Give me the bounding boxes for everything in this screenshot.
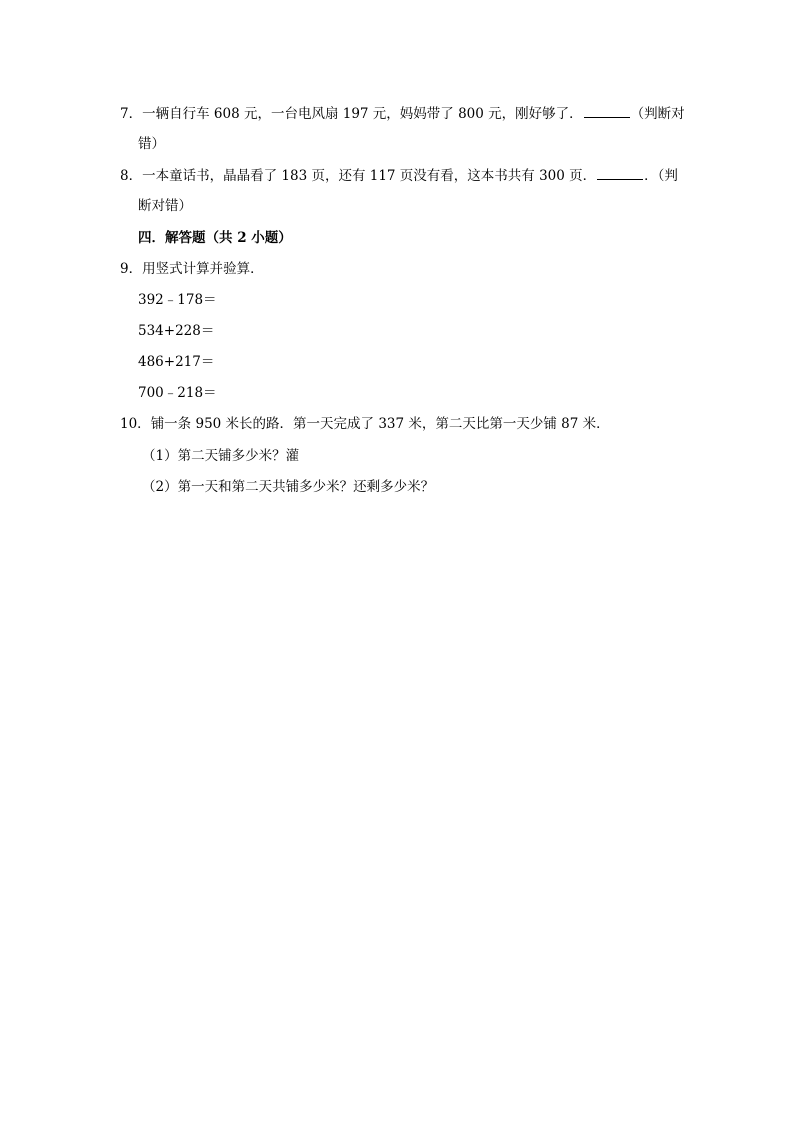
question-8: [120, 165, 678, 186]
expression-4: 700﹣218＝: [138, 385, 217, 401]
question-8-continuation: 断对错）: [138, 198, 192, 214]
question-9-text: 用竖式计算并验算．: [142, 261, 264, 277]
expression-2: 534+228＝: [138, 323, 215, 339]
question-7-number: 7．: [120, 106, 143, 122]
question-7: [120, 103, 685, 124]
question-10-sub-1: （1）第二天铺多少米？灌: [142, 448, 300, 464]
question-7-suffix: （判断对: [630, 106, 685, 122]
question-10-sub-2: （2）第一天和第二天共铺多少米？还剩多少米？: [142, 479, 435, 495]
question-8-text: 一本童话书，晶晶看了 183 页，还有 117 页没有看，这本书共有 300 页．: [142, 168, 597, 184]
question-10-text: 铺一条 950 米长的路．第一天完成了 337 米，第二天比第一天少铺 87 米．: [150, 416, 610, 432]
question-7-continuation: 错）: [138, 136, 165, 152]
question-10-number: 10．: [120, 416, 151, 432]
question-8-suffix: ．（判: [644, 168, 678, 184]
question-9-number: 9．: [120, 261, 143, 277]
question-10: [120, 414, 610, 434]
question-9: [120, 259, 264, 279]
expression-3: 486+217＝: [138, 354, 215, 370]
answer-blank-7[interactable]: [584, 103, 630, 118]
section-heading: 四．解答题（共 2 小题）: [138, 230, 292, 246]
expression-1: 392﹣178＝: [138, 292, 217, 308]
question-7-text: 一辆自行车 608 元，一台电风扇 197 元，妈妈带了 800 元，刚好够了．: [142, 106, 583, 122]
answer-blank-8[interactable]: [597, 165, 643, 180]
question-8-number: 8．: [120, 168, 143, 184]
